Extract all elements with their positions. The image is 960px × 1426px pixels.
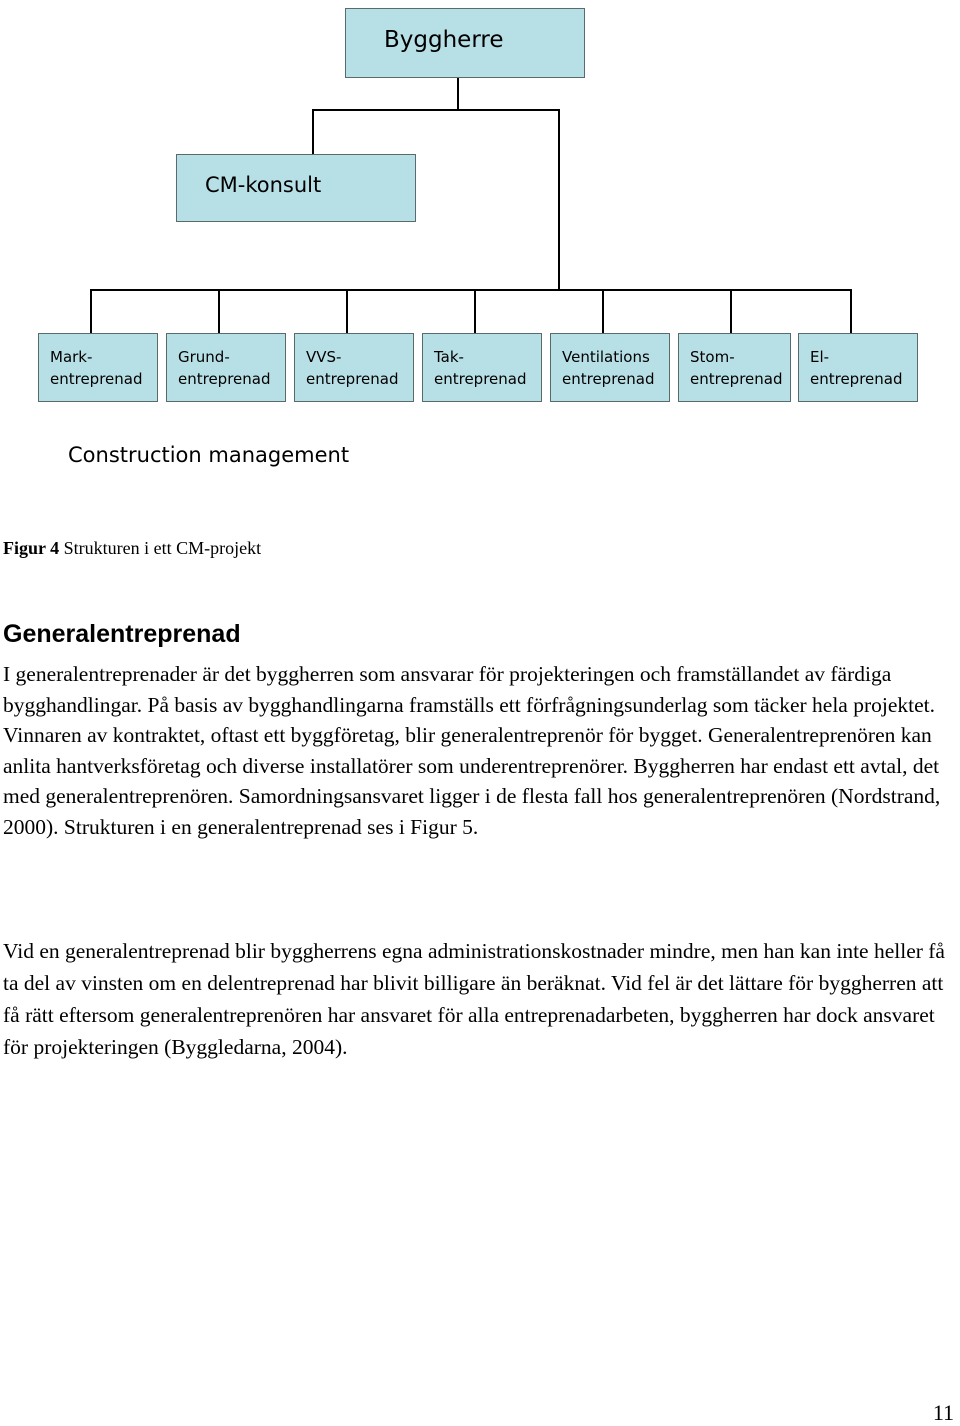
page-number: 11	[932, 1400, 954, 1425]
section-heading: Generalentreprenad	[3, 620, 241, 648]
connector	[346, 289, 348, 333]
connector	[474, 289, 476, 333]
contractor-label: Mark-	[50, 348, 93, 366]
contractor-box-grund	[166, 333, 286, 402]
contractor-box-vvs	[294, 333, 414, 402]
contractor-box-tak	[422, 333, 542, 402]
connector	[90, 289, 92, 333]
cm-konsult-label: CM-konsult	[205, 173, 322, 197]
byggherre-label: Byggherre	[384, 27, 504, 53]
cm-konsult-box	[176, 154, 416, 222]
figure-text: Strukturen i ett CM-projekt	[59, 538, 262, 558]
connector	[730, 289, 732, 333]
connector	[218, 289, 220, 333]
contractor-label: entreprenad	[178, 370, 271, 388]
connector	[602, 289, 604, 333]
diagram-caption: Construction management	[68, 443, 350, 467]
paragraph-2: Vid en generalentreprenad blir byggherrens egna administrationskostnader mindre, men han kan inte heller få ta del av vinsten om en delentreprenad har blivit billigare än beräknat. Vid fel är det lättare för byggherren att få rätt eftersom generalentreprenören har ansvaret för alla entreprenadarbeten, byggherren har dock ansvaret för projekteringen (Byggledarna, 2004).	[3, 939, 945, 1059]
contractor-box-el	[798, 333, 918, 402]
contractor-label: Tak-	[434, 348, 464, 366]
connector	[850, 289, 852, 333]
connector	[558, 109, 560, 290]
contractor-label: VVS-	[306, 348, 342, 366]
contractor-label: Stom-	[690, 348, 735, 366]
figure-label: Figur 4	[3, 538, 60, 558]
contractor-label: El-	[810, 348, 830, 366]
contractor-label: entreprenad	[562, 370, 655, 388]
contractor-label: entreprenad	[50, 370, 143, 388]
connector	[312, 109, 314, 154]
paragraph-1: I generalentreprenader är det byggherren som ansvarar för projekteringen och framställandet av färdiga bygghandlingar. På basis av bygghandlingarna framställs ett förfrågningsunderlag som täcker hela projektet. Vinnaren av kontraktet, oftast ett byggföretag, blir generalentreprenör för bygget. Generalentreprenören kan anlita hantverksföretag och diverse installatörer som underentreprenörer. Byggherren har endast ett avtal, det med generalentreprenören. Samordningsansvaret ligger i de flesta fall hos generalentreprenören (Nordstrand, 2000). Strukturen i en generalentreprenad ses i Figur 5.	[3, 662, 941, 839]
connector	[457, 78, 459, 110]
connector	[312, 109, 560, 111]
contractor-box-ventilations	[550, 333, 670, 402]
contractor-label: entreprenad	[434, 370, 527, 388]
contractor-label: Ventilations	[562, 348, 650, 366]
contractor-label: Grund-	[178, 348, 230, 366]
contractor-label: entreprenad	[810, 370, 903, 388]
connector	[90, 289, 852, 291]
contractor-box-mark	[38, 333, 158, 402]
byggherre-box	[345, 8, 585, 78]
contractor-label: entreprenad	[306, 370, 399, 388]
figure-caption	[3, 538, 261, 559]
contractor-label: entreprenad	[690, 370, 783, 388]
contractor-box-stom	[678, 333, 791, 402]
org-chart	[0, 0, 960, 480]
